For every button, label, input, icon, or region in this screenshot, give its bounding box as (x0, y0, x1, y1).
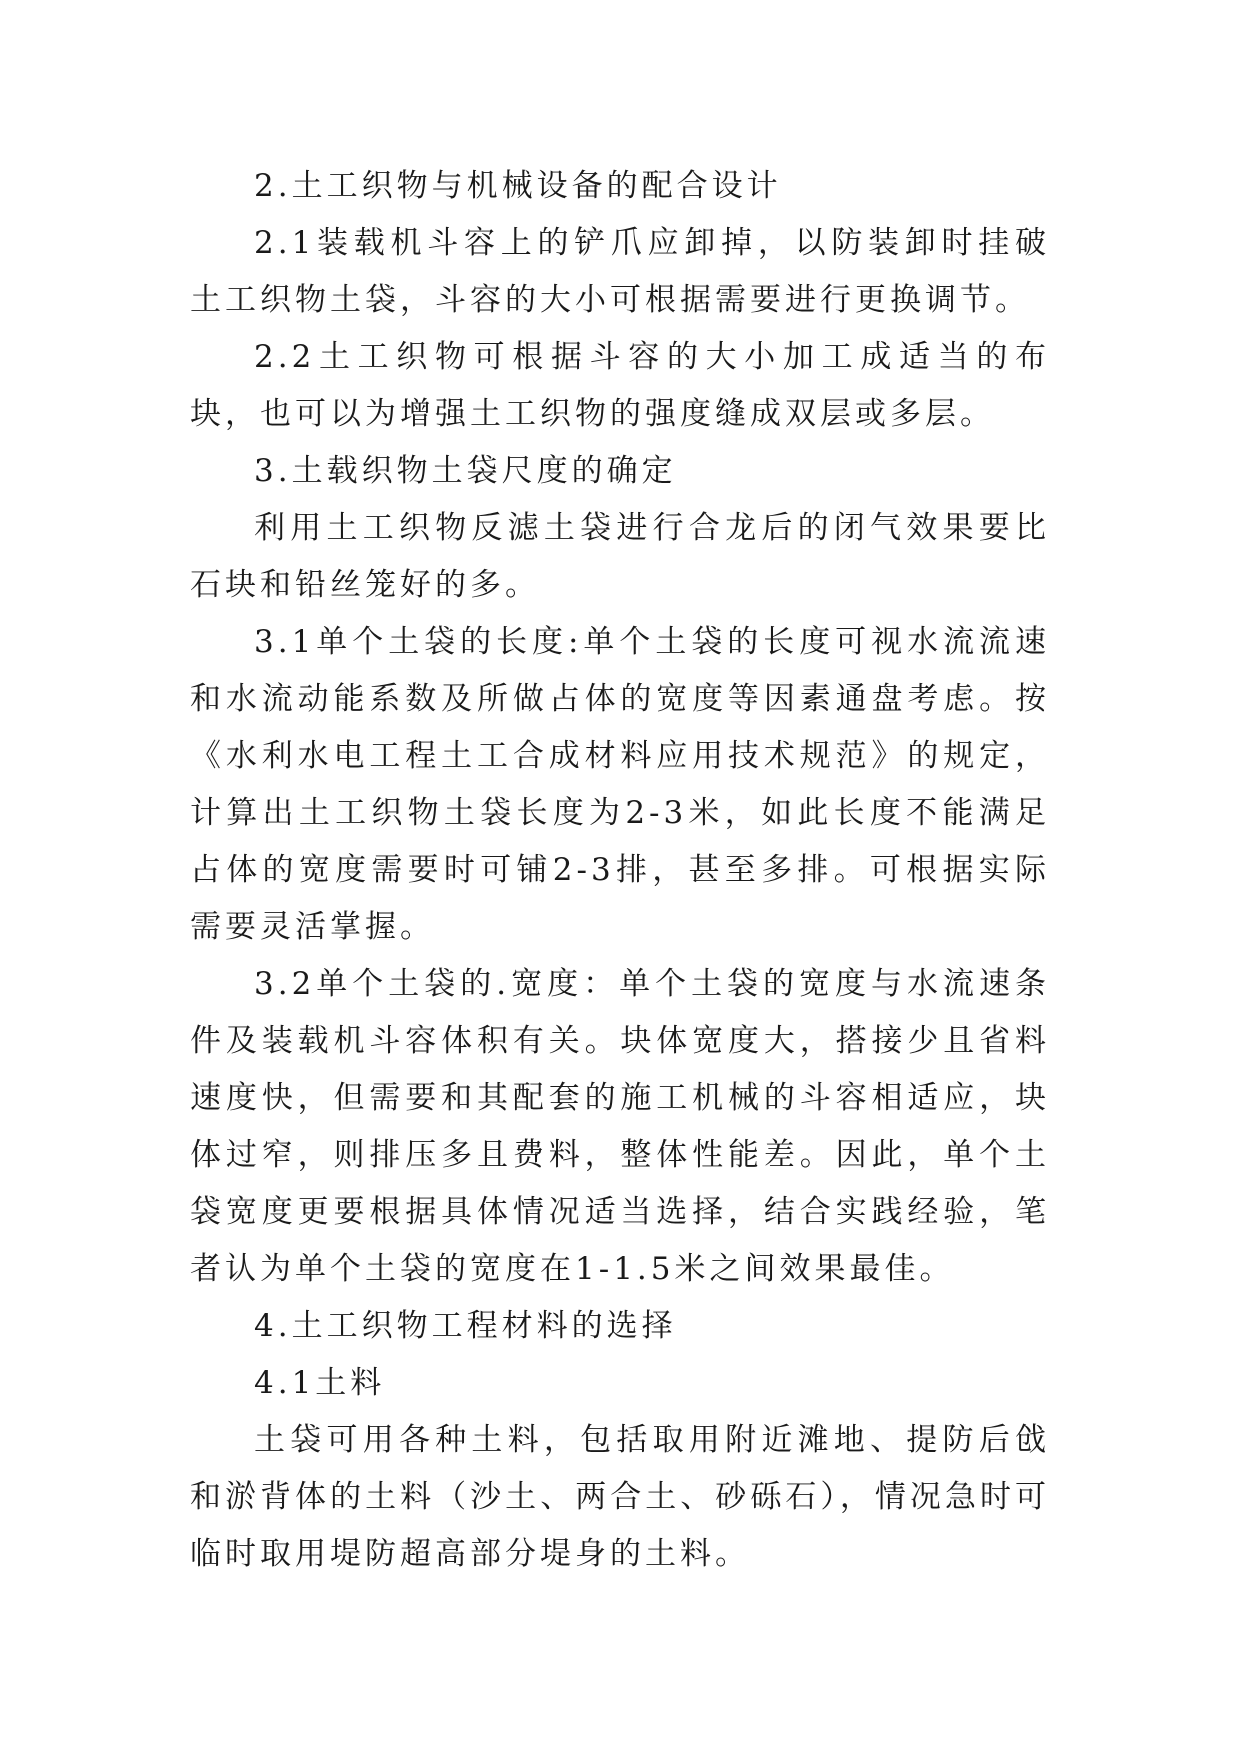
body-paragraph: 3.2单个土袋的.宽度：单个土袋的宽度与水流速条件及装载机斗容体积有关。块体宽度大，搭接少且省料速度快，但需要和其配套的施工机械的斗容相适应，块体过窄，则排压多且费料，整体性能差。因此，单个土袋宽度更要根据具体情况适当选择，结合实践经验，笔者认为单个土袋的宽度在1-1.5米之间效果最佳。 (190, 966, 1050, 1287)
body-paragraph: 3.1单个土袋的长度:单个土袋的长度可视水流流速和水流动能系数及所做占体的宽度等因素通盘考虑。按《水利水电工程土工合成材料应用技术规范》的规定，计算出土工织物土袋长度为2-3米，如此长度不能满足占体的宽度需要时可铺2-3排，甚至多排。可根据实际需要灵活掌握。 (190, 624, 1050, 945)
section-heading: 4.土工织物工程材料的选择 (254, 1308, 677, 1344)
section-heading: 2.土工织物与机械设备的配合设计 (254, 168, 782, 204)
body-paragraph: 2.1装载机斗容上的铲爪应卸掉，以防装卸时挂破土工织物土袋，斗容的大小可根据需要进行更换调节。 (190, 225, 1050, 318)
document-body (190, 158, 1050, 1583)
body-paragraph: 2.2土工织物可根据斗容的大小加工成适当的布块，也可以为增强土工织物的强度缝成双层或多层。 (190, 339, 1050, 432)
section-heading: 3.土载织物土袋尺度的确定 (254, 453, 677, 489)
body-paragraph: 利用土工织物反滤土袋进行合龙后的闭气效果要比石块和铅丝笼好的多。 (190, 510, 1050, 603)
body-paragraph: 土袋可用各种土料，包括取用附近滩地、提防后戗和淤背体的土料（沙土、两合土、砂砾石），情况急时可临时取用堤防超高部分堤身的土料。 (190, 1422, 1050, 1572)
subsection-heading: 4.1土料 (254, 1365, 386, 1401)
